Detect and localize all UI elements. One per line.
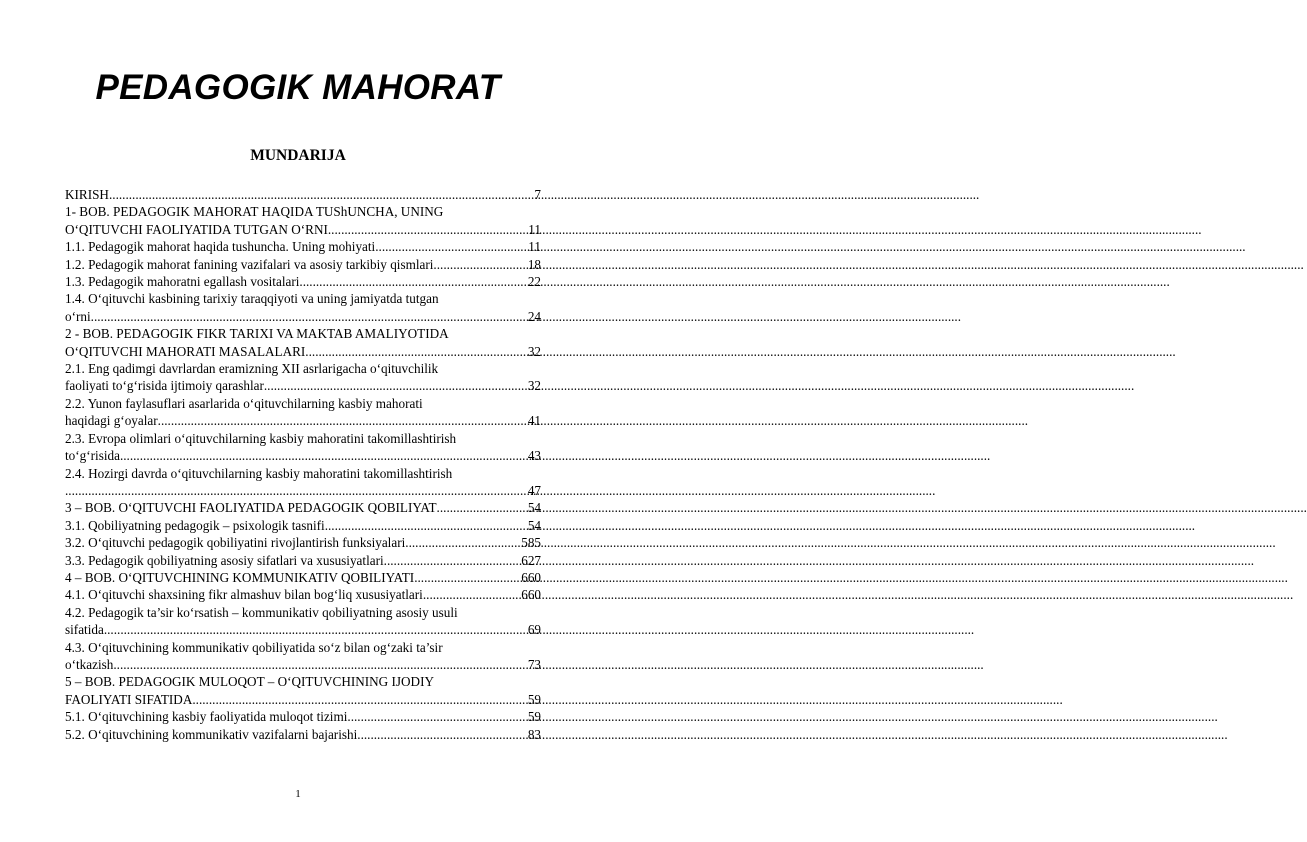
document-page <box>0 0 596 842</box>
toc-entry[interactable] <box>65 673 541 708</box>
toc-page-number: 22 <box>527 274 541 290</box>
toc-heading: MUNDARIJA <box>250 147 346 164</box>
toc-page-number: 32 <box>527 378 541 394</box>
toc-entry-text: 2.2. Yunon faylasuflari asarlarida o‘qituvchilarning kasbiy mahorati <box>65 395 423 411</box>
toc-page-number: 59 <box>527 691 541 707</box>
toc-dot-leader <box>305 343 528 360</box>
toc-entry-text: 3.1. Qobiliyatning pedagogik – psixologik tasnifi <box>65 517 325 533</box>
toc-entry-text: 4 – BOB. O‘QITUVCHINING KOMMUNIKATIV QOBILIYATI. <box>65 569 418 585</box>
toc-entry[interactable] <box>65 534 541 551</box>
toc-entry-text: sifatida <box>65 622 104 638</box>
toc-entry-text: 1.1. Pedagogik mahorat haqida tushuncha. Uning mohiyati <box>65 239 376 255</box>
toc-page-number: 18 <box>527 256 541 272</box>
toc-dot-leader <box>384 552 522 569</box>
toc-page-number: 54 <box>527 517 541 533</box>
toc-entry[interactable] <box>65 325 541 360</box>
toc-entry[interactable] <box>65 517 541 534</box>
toc-entry-text: KIRISH <box>65 187 109 202</box>
toc-entry[interactable] <box>65 238 541 255</box>
toc-dot-leader <box>423 586 521 603</box>
toc-entry[interactable] <box>65 273 541 290</box>
toc-page-number: 41 <box>527 413 541 429</box>
toc-entry-text: 5.2. O‘qituvchining kommunikativ vazifalarni bajarishi <box>65 726 358 742</box>
toc-page-number: 11 <box>528 221 541 237</box>
toc-entry-text: haqidagi g‘oyalar <box>65 413 158 429</box>
toc-entry-text: 5.1. O‘qituvchining kasbiy faoliyatida muloqot tizimi <box>65 709 348 725</box>
toc-entry-text: faoliyati to‘g‘risida ijtimoiy qarashlar <box>65 378 264 394</box>
toc-entry[interactable] <box>65 604 541 639</box>
toc-dot-leader <box>433 256 527 273</box>
toc-page-number: 660 <box>521 587 541 603</box>
toc-entry[interactable] <box>65 203 541 238</box>
toc-dot-leader <box>325 517 528 534</box>
toc-entry-text: o‘rni <box>65 308 91 324</box>
toc-page-number: 627 <box>521 552 541 568</box>
toc-page-number: 69 <box>527 622 541 638</box>
toc-entry-text: 2.4. Hozirgi davrda o‘qituvchilarning kasbiy mahoratini takomillashtirish <box>65 465 453 481</box>
toc-page-number: 43 <box>527 448 541 464</box>
toc-dot-leader <box>405 534 521 551</box>
toc-entry-text: 5 – BOB. PEDAGOGIK MULOQOT – O‘QITUVCHINING IJODIY <box>65 674 434 690</box>
toc-dot-leader <box>109 186 534 203</box>
toc-entry[interactable] <box>65 360 541 395</box>
toc-entry-text: 1.3. Pedagogik mahoratni egallash vositalari <box>65 274 300 290</box>
toc-dot-leader <box>437 499 528 516</box>
toc-entry-text: o‘tkazish <box>65 656 114 672</box>
toc-entry[interactable] <box>65 708 541 725</box>
toc-entry-text: 2.1. Eng qadimgi davrlardan eramizning XII asrlarigacha o‘qituvchilik <box>65 361 439 377</box>
toc-dot-leader <box>331 221 528 238</box>
toc-page-number: 47 <box>527 482 541 498</box>
toc-dot-leader <box>418 569 522 586</box>
toc-page-number: 11 <box>528 239 541 255</box>
toc-dot-leader <box>299 273 527 290</box>
toc-page-number: 7 <box>534 187 541 202</box>
toc-entry[interactable] <box>65 395 541 430</box>
toc-dot-leader <box>158 412 528 429</box>
toc-entry[interactable] <box>65 290 541 325</box>
toc-dot-leader <box>91 308 528 325</box>
toc-entry[interactable] <box>65 552 541 569</box>
toc-dot-leader <box>264 377 528 394</box>
page-number: 1 <box>295 788 301 800</box>
toc-entry[interactable] <box>65 586 541 603</box>
toc-dot-leader <box>113 656 527 673</box>
toc-entry-text: 1- BOB. PEDAGOGIK MAHORAT HAQIDA TUShUNCHA, UNING <box>65 204 444 220</box>
toc-entry[interactable] <box>65 465 541 500</box>
toc-entry[interactable] <box>65 256 541 273</box>
toc-page-number: 24 <box>527 308 541 324</box>
toc-entry-text: 2 - BOB. PEDAGOGIK FIKR TARIXI VA MAKTAB AMALIYOTIDA <box>65 326 449 342</box>
toc-entry-text: FAOLIYATI SIFATIDA <box>65 691 193 707</box>
toc-page-number: 73 <box>527 656 541 672</box>
toc-entry-text: 4.2. Pedagogik ta’sir ko‘rsatish – kommunikativ qobiliyatning asosiy usuli <box>65 604 458 620</box>
toc-dot-leader <box>104 621 528 638</box>
toc-entry-text: O‘QITUVCHI FAOLIYATIDA TUTGAN O‘RNI. <box>65 221 332 237</box>
toc-entry[interactable] <box>65 569 541 586</box>
toc-entry-text: 3.2. O‘qituvchi pedagogik qobiliyatini rivojlantirish funksiyalari <box>65 535 406 551</box>
toc-dot-leader <box>65 482 528 499</box>
toc-page-number: 585 <box>521 535 541 551</box>
toc-entry[interactable] <box>65 639 541 674</box>
toc-entry-text: 3 – BOB. O‘QITUVCHI FAOLIYATIDA PEDAGOGIK QOBILIYAT <box>65 500 437 516</box>
toc-page-number: 59 <box>527 709 541 725</box>
toc-dot-leader <box>192 691 527 708</box>
table-of-contents <box>65 186 541 743</box>
toc-entry-text: 2.3. Evropa olimlari o‘qituvchilarning kasbiy mahoratini takomillashtirish <box>65 430 457 446</box>
toc-entry-text: 1.4. O‘qituvchi kasbining tarixiy taraqqiyoti va uning jamiyatda tutgan <box>65 291 439 307</box>
toc-page-number: 32 <box>527 343 541 359</box>
toc-page-number: 83 <box>527 726 541 742</box>
toc-dot-leader <box>347 708 527 725</box>
toc-entry-text: 4.1. O‘qituvchi shaxsining fikr almashuv bilan bog‘liq xususiyatlari <box>65 587 423 603</box>
toc-page-number: 54 <box>527 500 541 516</box>
toc-entry[interactable] <box>65 726 541 743</box>
toc-dot-leader <box>357 726 528 743</box>
toc-entry-text: O‘QITUVCHI MAHORATI MASALALARI <box>65 343 306 359</box>
toc-entry-text: 4.3. O‘qituvchining kommunikativ qobiliyatida so‘z bilan og‘zaki ta’sir <box>65 639 443 655</box>
document-title: PEDAGOGIK MAHORAT <box>95 68 501 107</box>
toc-entry-text: 3.3. Pedagogik qobiliyatning asosiy sifatlari va xususiyatlari <box>65 552 384 568</box>
toc-dot-leader <box>120 447 528 464</box>
toc-entry-text: 1.2. Pedagogik mahorat fanining vazifalari va asosiy tarkibiy qismlari <box>65 256 434 272</box>
toc-entry[interactable] <box>65 186 541 203</box>
toc-page-number: 660 <box>521 569 541 585</box>
toc-entry-text: to‘g‘risida <box>65 448 120 464</box>
toc-entry[interactable] <box>65 499 541 516</box>
toc-entry[interactable] <box>65 430 541 465</box>
toc-dot-leader <box>375 238 528 255</box>
